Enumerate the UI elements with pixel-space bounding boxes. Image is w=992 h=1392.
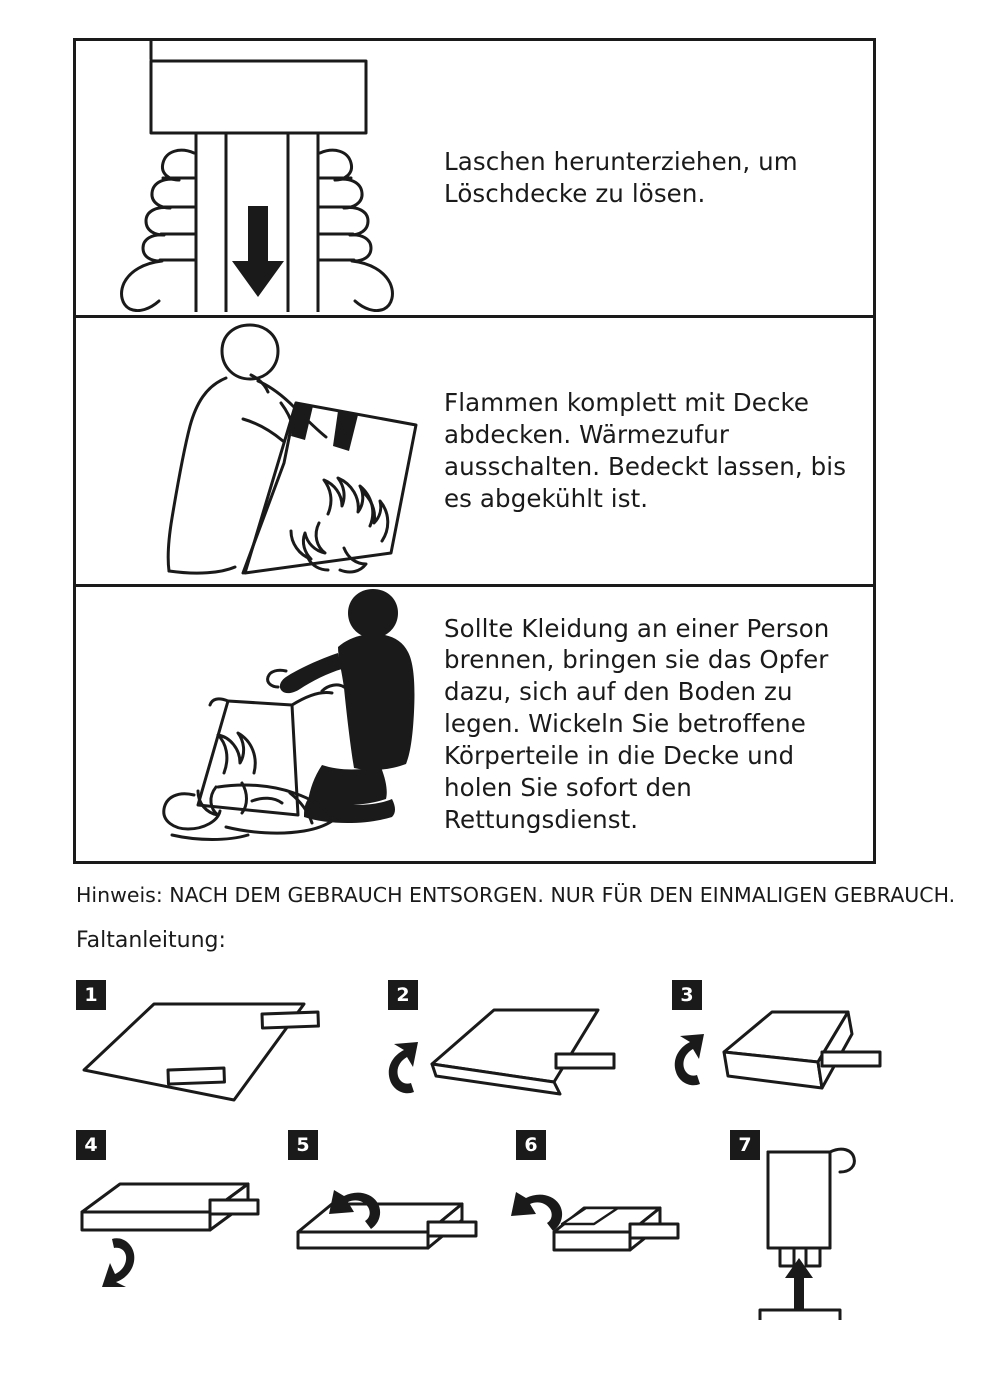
blanket-strip-fold-over-icon	[288, 1174, 538, 1294]
fold-step-1	[76, 980, 356, 1110]
instruction-table	[73, 38, 876, 864]
blanket-strip-fold-final-icon	[506, 1174, 756, 1294]
hands-pulling-tabs-icon	[76, 41, 436, 315]
instruction-3-text: Sollte Kleidung an einer Person brennen, bringen sie das Opfer dazu, sich auf den Boden zu legen. Wickeln Sie betroffene Körperteile in die Decke und holen Sie sofort den Rettungsdienst.	[444, 613, 830, 834]
fold-step-7-number: 7	[730, 1130, 760, 1160]
blanket-fold-left-icon	[388, 990, 668, 1110]
hint-note: Hinweis: NACH DEM GEBRAUCH ENTSORGEN. NUR FÜR DEN EINMALIGEN GEBRAUCH.	[76, 883, 956, 907]
fold-step-6	[516, 1130, 766, 1290]
fold-step-6-number: 6	[516, 1130, 546, 1160]
blanket-flat-with-tabs-icon	[76, 990, 356, 1110]
fold-step-7	[730, 1130, 930, 1320]
fold-step-5-number: 5	[288, 1130, 318, 1160]
person-on-ground-wrapped-icon	[76, 587, 436, 861]
fold-step-4-number: 4	[76, 1130, 106, 1160]
instruction-2-text: Flammen komplett mit Decke abdecken. Wärmezufur ausschalten. Bedeckt lassen, bis es abgekühlt ist.	[444, 388, 847, 513]
instruction-text-1	[436, 41, 873, 315]
fold-step-2-number: 2	[388, 980, 418, 1010]
instruction-row-2	[76, 318, 873, 587]
fold-step-3	[672, 980, 952, 1110]
instruction-1-text: Laschen herunterziehen, um Löschdecke zu lösen.	[444, 147, 798, 208]
blanket-insert-into-pouch-icon	[730, 1134, 930, 1320]
fold-steps-area	[0, 970, 992, 1350]
fold-step-3-number: 3	[672, 980, 702, 1010]
instruction-text-2	[436, 318, 873, 584]
instruction-text-3	[436, 587, 873, 861]
fold-step-5	[288, 1130, 538, 1290]
fold-step-1-number: 1	[76, 980, 106, 1010]
instruction-row-1	[76, 41, 873, 318]
instruction-row-3	[76, 587, 873, 861]
person-covering-flames-icon	[76, 318, 436, 584]
fold-instructions-title: Faltanleitung:	[76, 928, 226, 953]
fold-step-2	[388, 980, 668, 1110]
blanket-fold-left-again-icon	[672, 990, 952, 1110]
